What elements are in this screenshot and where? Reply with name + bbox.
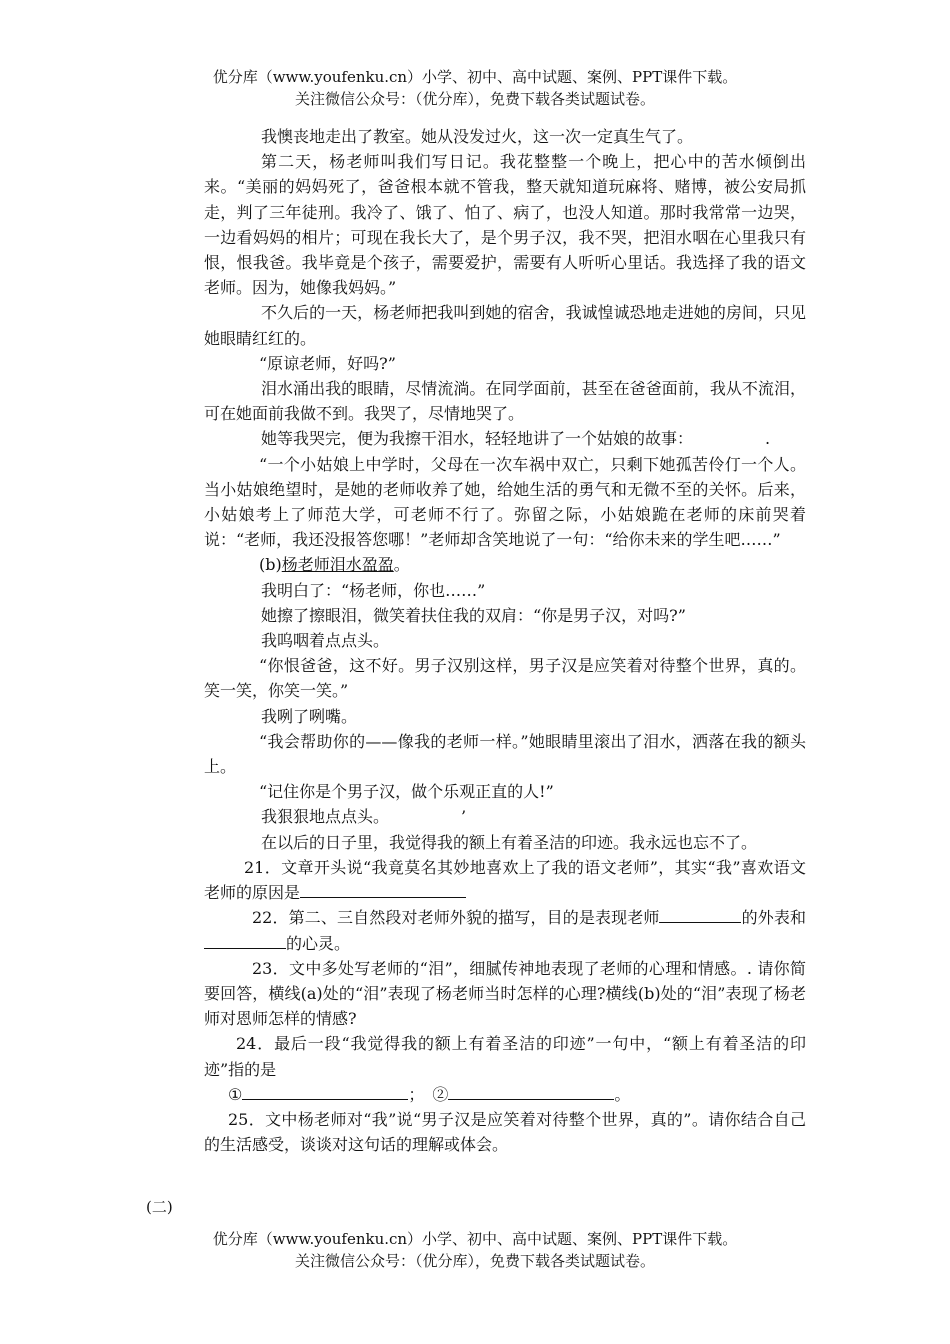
- question-23: 23．文中多处写老师的“泪”，细腻传神地表现了老师的心理和情感。. 请你简要回答，横线(a)处的“泪”表现了杨老师当时怎样的心理?横线(b)处的“泪”表现了杨老师对恩师怎样的情感?: [204, 958, 806, 1029]
- question-21: [204, 855, 806, 905]
- question-22-text: 的外表和: [741, 908, 806, 928]
- question-24-answers: [204, 1082, 806, 1107]
- answer-blank[interactable]: [300, 881, 466, 898]
- page-footer-line2: 关注微信公众号：（优分库），免费下载各类试题试卷。: [294, 1252, 655, 1270]
- question-22-text: 22．第二、三自然段对老师外貌的描写，目的是表现老师: [252, 908, 660, 928]
- punctuation: 。: [393, 555, 410, 575]
- story-paragraph: “一个小姑娘上中学时，父母在一次车祸中双亡，只剩下她孤苦伶仃一个人。当小姑娘绝望时，是她的老师收养了她，给她生活的勇气和无微不至的关怀。后来，小姑娘考上了师范大学，可老师不行了。弥留之际，小姑娘跪在老师的床前哭着说：“老师，我还没报答您哪！”老师却含笑地说了一句：“给你未来的学生吧……”: [204, 454, 806, 550]
- answer-mark-2: ②: [432, 1084, 449, 1104]
- answer-blank[interactable]: [659, 906, 741, 923]
- story-paragraph: 第二天，杨老师叫我们写日记。我花整整一个晚上，把心中的苦水倾倒出来。“美丽的妈妈死了，爸爸根本就不管我，整天就知道玩麻将、赌博，被公安局抓走，判了三年徒刑。我冷了、饿了、怕了、病了，也没人知道。那时我常常一边哭，一边看妈妈的相片；可现在我长大了，是个男子汉，我不哭，把泪水咽在心里我只有恨，恨我爸。我毕竟是个孩子，需要爱护，需要有人听听心里话。我选择了我的语文老师。因为，她像我妈妈。”: [204, 152, 806, 298]
- answer-blank[interactable]: [242, 1083, 408, 1100]
- separator: ；: [408, 1084, 433, 1104]
- story-paragraph: 我咧了咧嘴。: [261, 706, 358, 726]
- story-paragraph: “记住你是个男子汉，做个乐观正直的人!”: [259, 782, 554, 802]
- page-header-line1: 优分库（www.youfenku.cn）小学、初中、高中试题、案例、PPT课件下载。: [212, 68, 738, 86]
- answer-blank[interactable]: [204, 932, 286, 949]
- story-paragraph: “你恨爸爸，这不好。男子汉别这样，男子汉是应笑着对待整个世界，真的。笑一笑，你笑一笑。”: [204, 656, 806, 701]
- story-paragraph: 不久后的一天，杨老师把我叫到她的宿舍，我诚惶诚恐地走进她的房间，只见她眼睛红红的。: [204, 303, 806, 348]
- story-paragraph-b: [204, 552, 806, 577]
- story-paragraph: 我明白了：“杨老师，你也……”: [261, 580, 486, 600]
- story-paragraph: 她擦了擦眼泪，微笑着扶住我的双肩：“你是男子汉，对吗?”: [261, 605, 686, 625]
- answer-mark-1: ①: [228, 1084, 243, 1104]
- story-paragraph: 我狠狠地点点头。 ’: [261, 807, 467, 827]
- section-label: (二): [146, 1198, 173, 1216]
- question-24: 24．最后一段“我觉得我的额上有着圣洁的印迹”一句中，“额上有着圣洁的印迹”指的是: [204, 1034, 806, 1079]
- question-22: [204, 905, 806, 955]
- underlined-phrase-b: 杨老师泪水盈盈: [281, 555, 394, 575]
- question-22-text: 的心灵。: [286, 933, 351, 953]
- document-body: [204, 124, 806, 1157]
- question-21-text: 21．文章开头说“我竟莫名其妙地喜欢上了我的语文老师”，其实“我”喜欢语文老师的原因是: [204, 857, 806, 903]
- story-paragraph: “原谅老师，好吗?”: [259, 353, 396, 373]
- page-header-line2: 关注微信公众号：（优分库），免费下载各类试题试卷。: [294, 90, 655, 108]
- punctuation: 。: [614, 1084, 631, 1104]
- story-paragraph: 她等我哭完，便为我擦干泪水，轻轻地讲了一个姑娘的故事： .: [261, 429, 771, 449]
- story-paragraph: 泪水涌出我的眼睛，尽情流淌。在同学面前，甚至在爸爸面前，我从不流泪，可在她面前我做不到。我哭了，尽情地哭了。: [204, 379, 806, 424]
- marker-b: (b): [259, 555, 282, 575]
- story-paragraph: 我呜咽着点点头。: [261, 631, 390, 651]
- question-25: 25．文中杨老师对“我”说“男子汉是应笑着对待整个世界，真的”。请你结合自己的生活感受，谈谈对这句话的理解或体会。: [204, 1109, 806, 1155]
- answer-blank[interactable]: [448, 1083, 614, 1100]
- page-footer-line1: 优分库（www.youfenku.cn）小学、初中、高中试题、案例、PPT课件下载。: [212, 1230, 738, 1248]
- story-paragraph: 我懊丧地走出了教室。她从没发过火，这一次一定真生气了。: [261, 127, 694, 146]
- story-paragraph: “我会帮助你的——像我的老师一样。”她眼睛里滚出了泪水，洒落在我的额头上。: [204, 731, 806, 777]
- story-paragraph: 在以后的日子里，我觉得我的额上有着圣洁的印迹。我永远也忘不了。: [261, 832, 758, 852]
